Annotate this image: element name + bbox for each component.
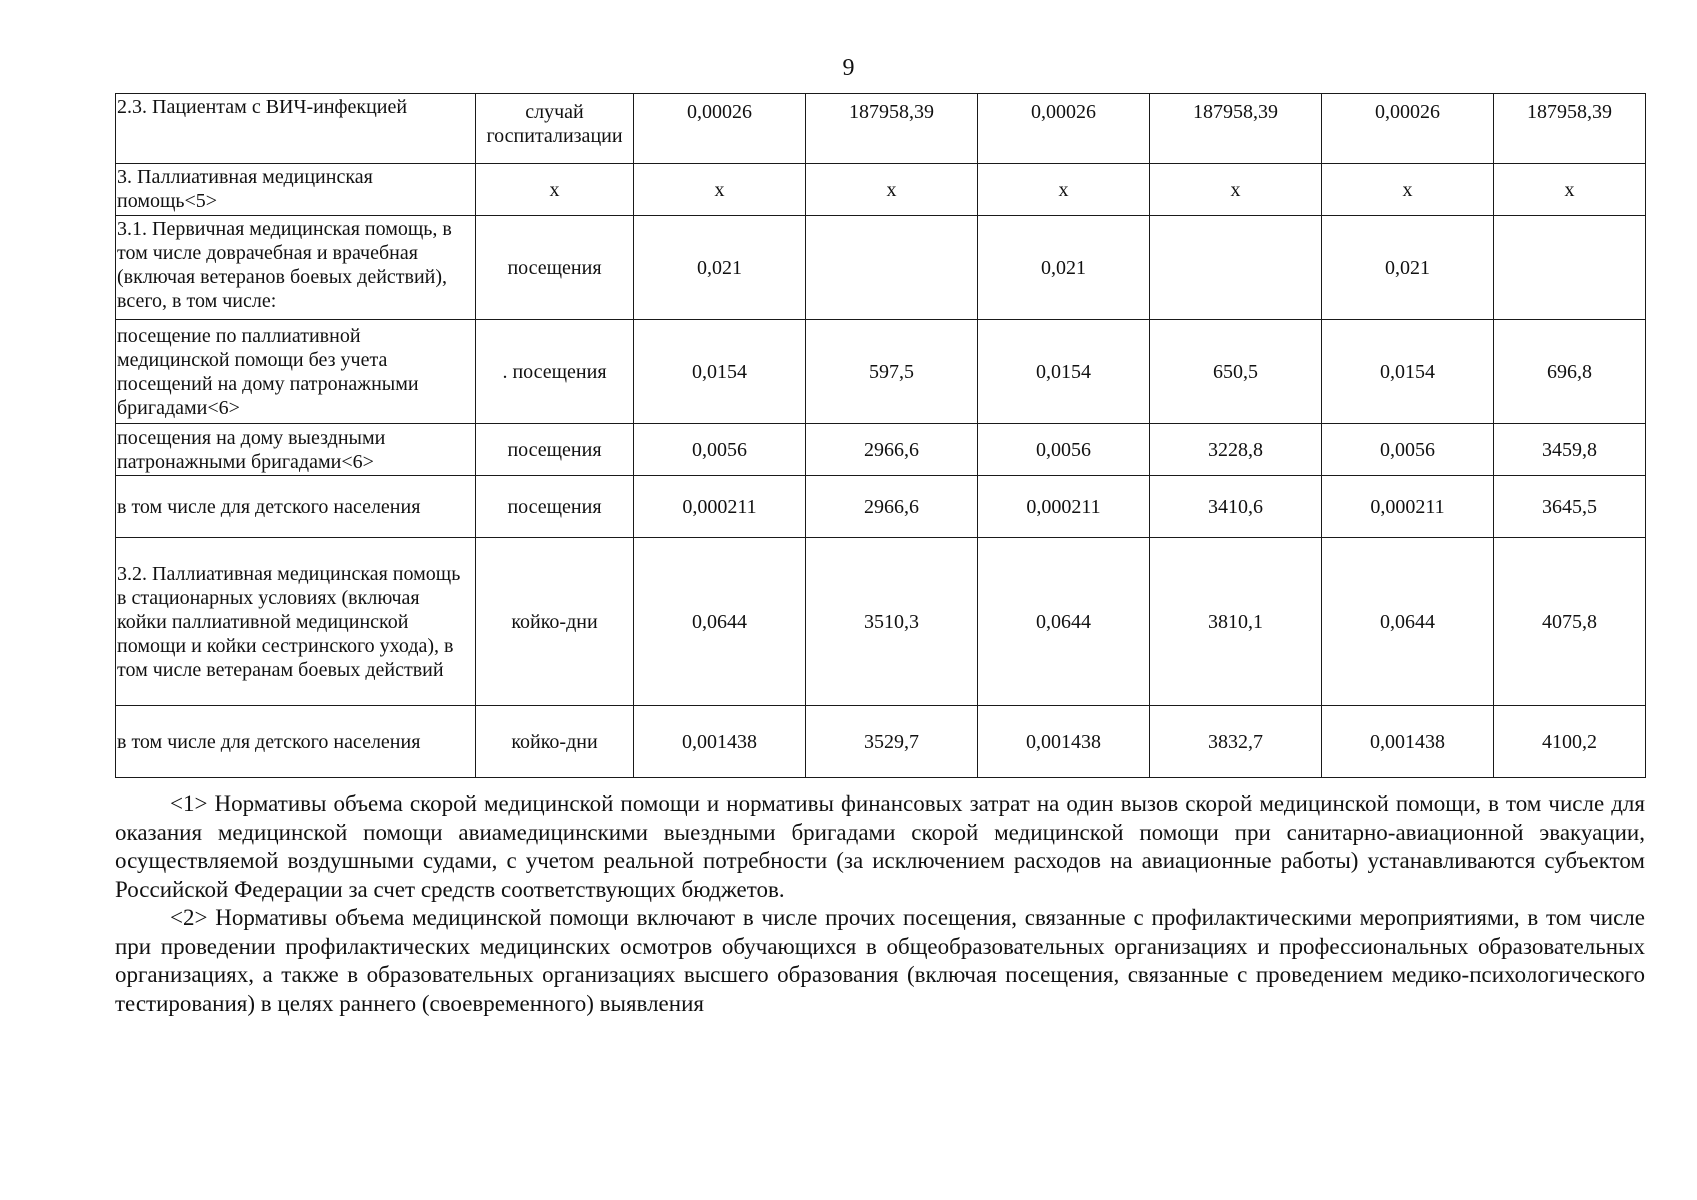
unit-cell: койко-дни xyxy=(476,538,634,706)
unit-cell: случай госпитализации xyxy=(476,94,634,164)
value-cell: 0,00026 xyxy=(1322,94,1494,164)
value-cell: 4100,2 xyxy=(1494,706,1646,778)
row-label: посещения на дому выездными патронажными бригадами<6> xyxy=(116,424,476,476)
value-cell: 0,021 xyxy=(1322,216,1494,320)
row-label: посещение по паллиативной медицинской помощи без учета посещений на дому патронажными бригадами<6> xyxy=(116,320,476,424)
value-cell: 3832,7 xyxy=(1150,706,1322,778)
value-cell: х xyxy=(806,164,978,216)
value-cell: 187958,39 xyxy=(1150,94,1322,164)
value-cell: 0,0644 xyxy=(1322,538,1494,706)
value-cell: 0,021 xyxy=(634,216,806,320)
value-cell: 3510,3 xyxy=(806,538,978,706)
table-row xyxy=(116,538,1646,706)
value-cell: 0,001438 xyxy=(1322,706,1494,778)
value-cell xyxy=(1494,216,1646,320)
value-cell: 0,001438 xyxy=(634,706,806,778)
footnotes xyxy=(115,790,1645,1018)
table-row xyxy=(116,94,1646,164)
footnote-1: <1> Нормативы объема скорой медицинской помощи и нормативы финансовых затрат на один вызов скорой медицинской помощи, в том числе для оказания медицинской помощи авиамедицинскими выездными бригадами скорой медицинской помощи при санитарно-авиационной эвакуации, осуществляемой воздушными судами, с учетом реальной потребности (за исключением расходов на авиационные работы) устанавливаются субъектом Российской Федерации за счет средств соответствующих бюджетов. xyxy=(115,791,1645,902)
row-label: 3. Паллиативная медицинская помощь<5> xyxy=(116,164,476,216)
value-cell: х xyxy=(1322,164,1494,216)
standards-table xyxy=(115,93,1646,778)
unit-cell: . посещения xyxy=(476,320,634,424)
value-cell: х xyxy=(1150,164,1322,216)
page-number: 9 xyxy=(842,55,855,81)
value-cell: 0,000211 xyxy=(978,476,1150,538)
value-cell: 0,0154 xyxy=(978,320,1150,424)
table-row xyxy=(116,320,1646,424)
table-row xyxy=(116,424,1646,476)
value-cell: 0,0056 xyxy=(634,424,806,476)
table-row xyxy=(116,476,1646,538)
value-cell: 3645,5 xyxy=(1494,476,1646,538)
value-cell: 3228,8 xyxy=(1150,424,1322,476)
value-cell: 0,021 xyxy=(978,216,1150,320)
footnote-2: <2> Нормативы объема медицинской помощи включают в числе прочих посещения, связанные с профилактическими мероприятиями, в том числе при проведении профилактических медицинских осмотров обучающихся в общеобразовательных организациях и профессиональных образовательных организациях, а также в образовательных организациях высшего образования (включая посещения, связанные с проведением медико-психологического тестирования) в целях раннего (своевременного) выявления xyxy=(115,905,1645,1016)
row-label: 2.3. Пациентам с ВИЧ-инфекцией xyxy=(116,94,476,164)
value-cell: 0,0154 xyxy=(634,320,806,424)
value-cell: 0,000211 xyxy=(1322,476,1494,538)
unit-cell: х xyxy=(476,164,634,216)
value-cell: 0,000211 xyxy=(634,476,806,538)
value-cell: х xyxy=(978,164,1150,216)
value-cell: 3810,1 xyxy=(1150,538,1322,706)
value-cell: 0,0056 xyxy=(1322,424,1494,476)
value-cell: 3459,8 xyxy=(1494,424,1646,476)
row-label: 3.2. Паллиативная медицинская помощь в стационарных условиях (включая койки паллиативной медицинской помощи и койки сестринского ухода), в том числе ветеранам боевых действий xyxy=(116,538,476,706)
value-cell: 597,5 xyxy=(806,320,978,424)
value-cell: 4075,8 xyxy=(1494,538,1646,706)
table-row xyxy=(116,216,1646,320)
value-cell: 2966,6 xyxy=(806,424,978,476)
value-cell xyxy=(806,216,978,320)
row-label: в том числе для детского населения xyxy=(116,706,476,778)
value-cell: 0,00026 xyxy=(978,94,1150,164)
value-cell: 0,0056 xyxy=(978,424,1150,476)
unit-cell: койко-дни xyxy=(476,706,634,778)
table-row xyxy=(116,164,1646,216)
value-cell: 650,5 xyxy=(1150,320,1322,424)
value-cell: 0,001438 xyxy=(978,706,1150,778)
unit-cell: посещения xyxy=(476,476,634,538)
value-cell: х xyxy=(634,164,806,216)
value-cell: 0,0644 xyxy=(978,538,1150,706)
unit-cell: посещения xyxy=(476,216,634,320)
value-cell: 696,8 xyxy=(1494,320,1646,424)
value-cell: 3410,6 xyxy=(1150,476,1322,538)
value-cell: 0,00026 xyxy=(634,94,806,164)
value-cell: х xyxy=(1494,164,1646,216)
value-cell: 0,0154 xyxy=(1322,320,1494,424)
value-cell: 2966,6 xyxy=(806,476,978,538)
row-label: 3.1. Первичная медицинская помощь, в том числе доврачебная и врачебная (включая ветеранов боевых действий), всего, в том числе: xyxy=(116,216,476,320)
value-cell: 187958,39 xyxy=(1494,94,1646,164)
value-cell xyxy=(1150,216,1322,320)
value-cell: 3529,7 xyxy=(806,706,978,778)
row-label: в том числе для детского населения xyxy=(116,476,476,538)
value-cell: 187958,39 xyxy=(806,94,978,164)
value-cell: 0,0644 xyxy=(634,538,806,706)
unit-cell: посещения xyxy=(476,424,634,476)
table-row xyxy=(116,706,1646,778)
